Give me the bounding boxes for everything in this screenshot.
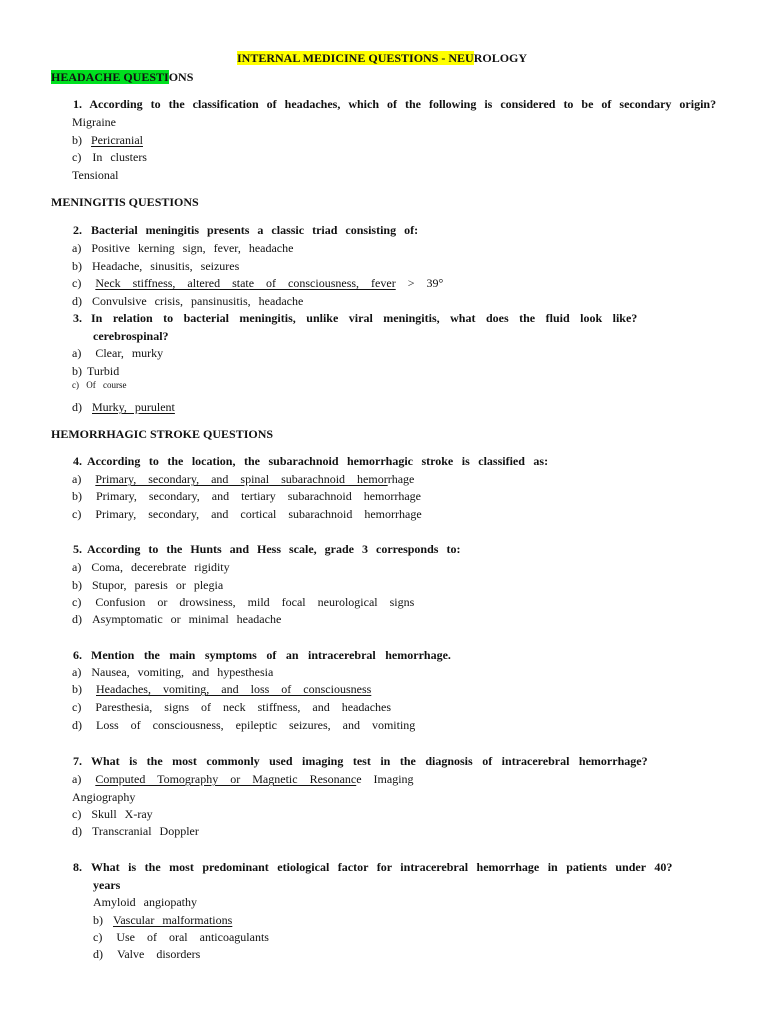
q3-option-b-text: Turbid [87,364,120,378]
q2-option-d-text: Convulsive crisis, pansinusitis, headache [92,294,304,308]
option-b-prefix: b) [72,133,82,147]
q7-option-a-underlined: Computed Tomography or Magnetic Resonanc [95,772,357,786]
q8-option-c-text: Use of oral anticoagulants [116,930,269,944]
option-c-prefix: c) [72,595,82,609]
option-d-prefix: d) [72,612,82,626]
q2-option-c-rest: > 39° [395,276,444,290]
q3-option-a [72,345,163,361]
q6-option-b [72,681,371,697]
q2-option-a-text: Positive kerning sign, fever, headache [91,241,294,255]
question-4 [73,453,548,469]
question-1: 1. According to the classification of headaches, which of the following is considered to be of secondary origin? [73,97,717,111]
q7-option-c-text: Skull X-ray [91,807,153,821]
option-a-prefix: a) [72,772,82,786]
option-a-prefix: a) [72,560,82,574]
q6-number: 6. [73,648,82,662]
option-b-prefix: b) [72,489,82,503]
option-a-prefix: a) [72,346,82,360]
title-rest: ROLOGY [473,51,528,65]
option-a-prefix: a) [72,665,82,679]
q8-text: What is the most predominant etiological factor for intracerebral hemorrhage in patients under 40? [91,860,673,874]
q1-option-a: Migraine [72,115,116,129]
q4-text: According to the location, the subarachnoid hemorrhagic stroke is classified as: [87,454,549,468]
q6-option-c-text: Paresthesia, signs of neck stiffness, and headaches [95,700,392,714]
option-c-prefix: c) [72,507,82,521]
q1-option-b [72,132,143,148]
question-2 [73,222,418,238]
option-d-prefix: d) [93,947,103,961]
section-heading-headache [51,69,193,85]
q3-option-c [72,379,127,391]
q7-option-d-text: Transcranial Doppler [92,824,199,838]
page-title [237,50,527,66]
option-c-prefix: c) [72,700,82,714]
q3-option-b [72,363,119,379]
q5-option-a-text: Coma, decerebrate rigidity [91,560,230,574]
q2-option-c-underlined: Neck stiffness, altered state of consciousness, fever [95,276,396,290]
q6-option-a [72,664,273,680]
q3-text: In relation to bacterial meningitis, unlike viral meningitis, what does the fluid look like? [91,311,638,325]
q4-option-c [72,506,422,522]
q2-number: 2. [73,223,82,237]
q4-option-b [72,488,421,504]
section-heading-meningitis: MENINGITIS QUESTIONS [51,195,199,209]
q8-option-c [93,929,269,945]
q8-number: 8. [73,860,82,874]
q4-option-b-text: Primary, secondary, and tertiary subarachnoid hemorrhage [96,489,422,503]
q7-text: What is the most commonly used imaging test in the diagnosis of intracerebral hemorrhage? [91,754,648,768]
question-8 [73,859,672,875]
q2-option-d [72,293,303,309]
q5-option-d [72,611,281,627]
headache-heading-highlighted: HEADACHE QUESTI [51,70,169,84]
q8-option-a: Amyloid angiopathy [93,895,197,909]
q2-option-b-text: Headache, sinusitis, seizures [92,259,240,273]
q1-option-d: Tensional [72,168,119,182]
option-b-prefix: b) [72,259,82,273]
q3-option-a-text: Clear, murky [95,346,164,360]
title-highlighted: INTERNAL MEDICINE QUESTIONS - NEU [237,51,474,65]
q2-option-a [72,240,293,256]
q5-text: According to the Hunts and Hess scale, grade 3 corresponds to: [87,542,461,556]
q7-option-b: Angiography [72,790,136,804]
q6-option-b-text: Headaches, vomiting, and loss of consciousness [96,682,372,696]
q1-option-c [72,149,147,165]
question-3 [73,310,637,326]
q5-number: 5. [73,542,82,556]
q2-option-b [72,258,239,274]
q4-option-c-text: Primary, secondary, and cortical subarachnoid hemorrhage [95,507,422,521]
question-7 [73,753,648,769]
option-d-prefix: d) [72,718,82,732]
q6-option-c [72,699,391,715]
q4-option-a-rest: rhage [387,472,415,486]
q8-option-d [93,946,200,962]
q2-text: Bacterial meningitis presents a classic triad consisting of: [91,223,419,237]
question-5 [73,541,460,557]
q1-option-c-text: In clusters [92,150,147,164]
q4-number: 4. [73,454,82,468]
option-d-prefix: d) [72,400,82,414]
q5-option-b-text: Stupor, paresis or plegia [92,578,224,592]
option-c-prefix: c) [93,930,103,944]
option-b-prefix: b) [72,364,82,378]
q3-option-d [72,399,175,415]
q6-text: Mention the main symptoms of an intracerebral hemorrhage. [91,648,451,662]
q8-option-d-text: Valve disorders [117,947,201,961]
q5-option-d-text: Asymptomatic or minimal headache [92,612,282,626]
q6-option-d [72,717,415,733]
question-6 [73,647,451,663]
headache-heading-rest: ONS [168,70,194,84]
q4-option-a-underlined: Primary, secondary, and spinal subarachnoid hemor [95,472,388,486]
q3-option-c-text: Of course [86,380,127,390]
q3-number: 3. [73,311,82,325]
question-3-continued: cerebrospinal? [93,329,169,343]
q5-option-a [72,559,230,575]
option-d-prefix: d) [72,294,82,308]
option-c-prefix: c) [72,380,79,390]
option-d-prefix: d) [72,824,82,838]
option-b-prefix: b) [93,913,103,927]
q2-option-c [72,275,443,291]
section-heading-stroke: HEMORRHAGIC STROKE QUESTIONS [51,427,274,441]
question-8-continued: years [93,878,121,892]
q5-option-c-text: Confusion or drowsiness, mild focal neurological signs [95,595,415,609]
option-c-prefix: c) [72,807,82,821]
q7-number: 7. [73,754,82,768]
q7-option-a-rest: e Imaging [356,772,414,786]
option-a-prefix: a) [72,472,82,486]
q6-option-d-text: Loss of consciousness, epileptic seizures, and vomiting [96,718,416,732]
option-c-prefix: c) [72,150,82,164]
option-c-prefix: c) [72,276,82,290]
option-a-prefix: a) [72,241,82,255]
q5-option-b [72,577,223,593]
option-b-prefix: b) [72,578,82,592]
q3-option-d-text: Murky, purulent [92,400,175,414]
q4-option-a [72,471,414,487]
q6-option-a-text: Nausea, vomiting, and hypesthesia [91,665,274,679]
q7-option-d [72,823,199,839]
q7-option-a [72,771,414,787]
q1-option-b-text: Pericranial [91,133,143,147]
q7-option-c [72,806,153,822]
option-b-prefix: b) [72,682,82,696]
q5-option-c [72,594,414,610]
q8-option-b-text: Vascular malformations [113,913,233,927]
q8-option-b [93,912,232,928]
